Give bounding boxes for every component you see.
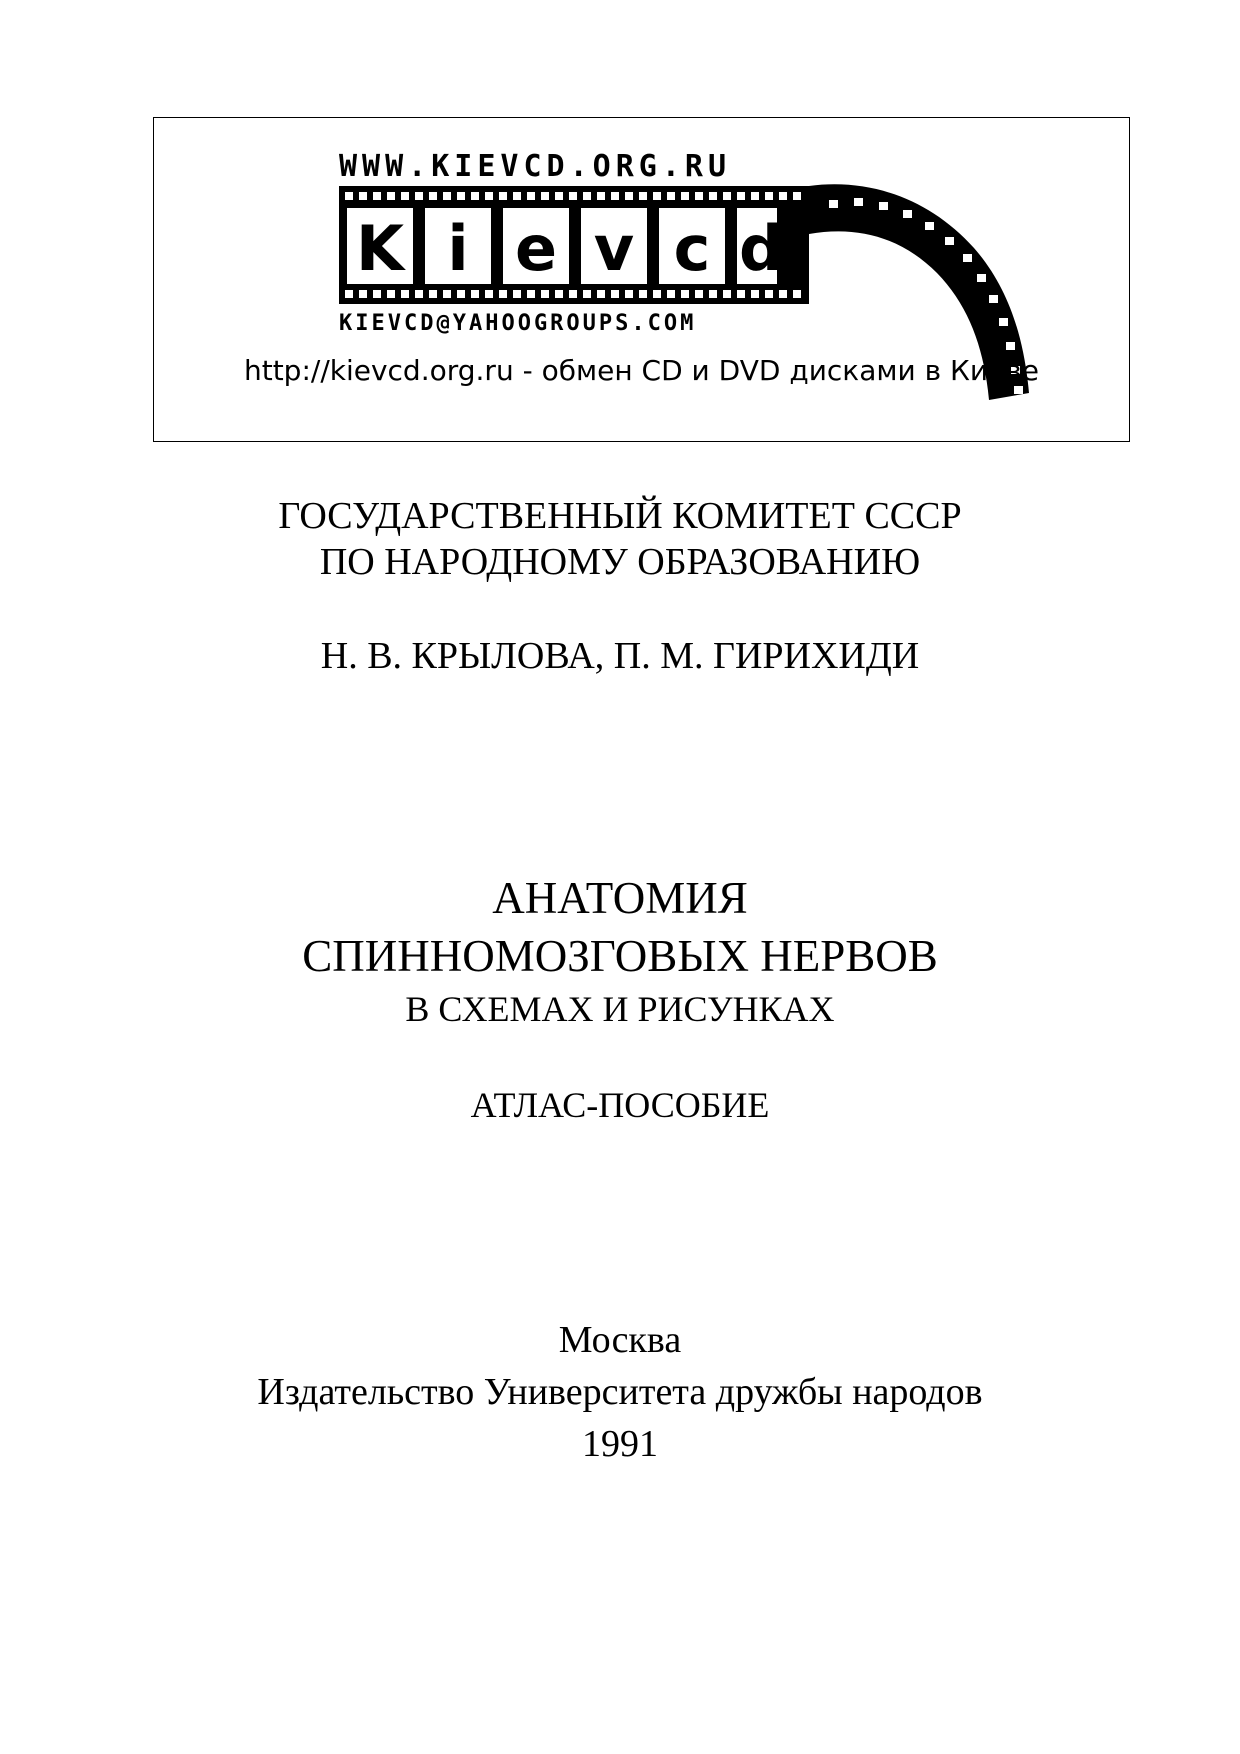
svg-text:i: i bbox=[447, 212, 469, 285]
committee-line-1: ГОСУДАРСТВЕННЫЙ КОМИТЕТ СССР bbox=[278, 495, 962, 537]
kievcd-banner bbox=[153, 117, 1130, 442]
subtitle: В СХЕМАХ И РИСУНКАХ bbox=[405, 989, 835, 1029]
authors: Н. В. КРЫЛОВА, П. М. ГИРИХИДИ bbox=[320, 635, 920, 677]
svg-text:d: d bbox=[739, 212, 784, 285]
imprint-city: Москва bbox=[558, 1319, 682, 1361]
committee-line-2: ПО НАРОДНОМУ ОБРАЗОВАНИЮ bbox=[319, 541, 921, 583]
title-line-2: СПИННОМОЗГОВЫХ НЕРВОВ bbox=[302, 931, 938, 981]
banner-caption: http://kievcd.org.ru - обмен CD и DVD дисками в Киеве bbox=[243, 354, 1040, 387]
svg-text:e: e bbox=[514, 212, 558, 285]
svg-text:c: c bbox=[673, 212, 711, 285]
svg-text:K: K bbox=[355, 212, 405, 285]
genre-label: АТЛАС-ПОСОБИЕ bbox=[470, 1085, 770, 1125]
title-line-1: АНАТОМИЯ bbox=[492, 873, 748, 923]
imprint-year: 1991 bbox=[582, 1423, 658, 1465]
imprint-publisher: Издательство Университета дружбы народов bbox=[257, 1371, 983, 1413]
svg-text:v: v bbox=[593, 212, 635, 285]
svg-text:WWW.KIEVCD.ORG.RU: WWW.KIEVCD.ORG.RU bbox=[339, 149, 732, 184]
svg-text:KIEVCD@YAHOOGROUPS.COM: KIEVCD@YAHOOGROUPS.COM bbox=[339, 311, 697, 336]
